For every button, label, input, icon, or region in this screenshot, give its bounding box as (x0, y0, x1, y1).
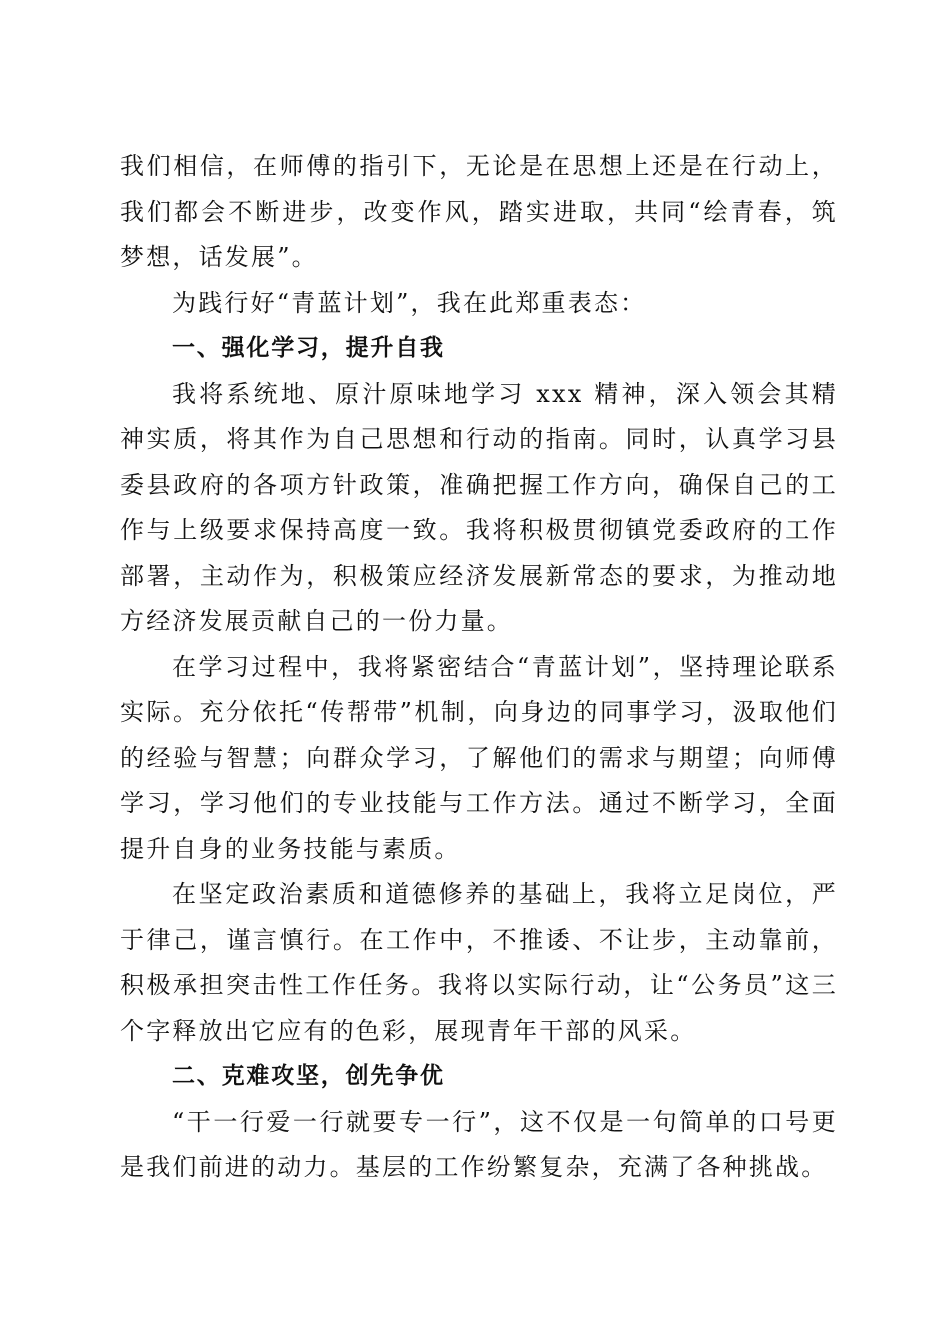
paragraph-study-spirit: 我将系统地、原汁原味地学习 xxx 精神，深入领会其精神实质，将其作为自己思想和行动的指南。同时，认真学习县委县政府的各项方针政策，准确把握工作方向，确保自己的工作与上级要求保持高度一致。我将积极贯彻镇党委政府的工作部署，主动作为，积极策应经济发展新常态的要求，为推动地方经济发展贡献自己的一份力量。 (120, 379, 838, 635)
section-heading-1: 一、强化学习，提升自我 (172, 335, 445, 361)
paragraph-self-discipline: 在坚定政治素质和道德修养的基础上，我将立足岗位，严于律己，谨言慎行。在工作中，不推诿、不让步，主动靠前，积极承担突击性工作任务。我将以实际行动，让“公务员”这三个字释放出它应有的色彩，展现青年干部的风采。 (120, 880, 838, 1045)
paragraph-dedication: “干一行爱一行就要专一行”，这不仅是一句简单的口号更是我们前进的动力。基层的工作纷繁复杂，充满了各种挑战。 (120, 1107, 838, 1181)
section-heading-2: 二、克难攻坚，创先争优 (172, 1063, 445, 1089)
document-body (120, 144, 838, 1191)
paragraph-pledge-intro: 为践行好“青蓝计划”，我在此郑重表态： (172, 288, 647, 317)
paragraph-study-process: 在学习过程中，我将紧密结合“青蓝计划”，坚持理论联系实际。充分依托“传帮带”机制，向身边的同事学习，汲取他们的经验与智慧；向群众学习，了解他们的需求与期望；向师傅学习，学习他们的专业技能与工作方法。通过不断学习，全面提升自身的业务技能与素质。 (120, 652, 838, 863)
paragraph-closing-belief: 我们相信，在师傅的指引下，无论是在思想上还是在行动上，我们都会不断进步，改变作风，踏实进取，共同“绘青春，筑梦想，话发展”。 (120, 152, 838, 271)
